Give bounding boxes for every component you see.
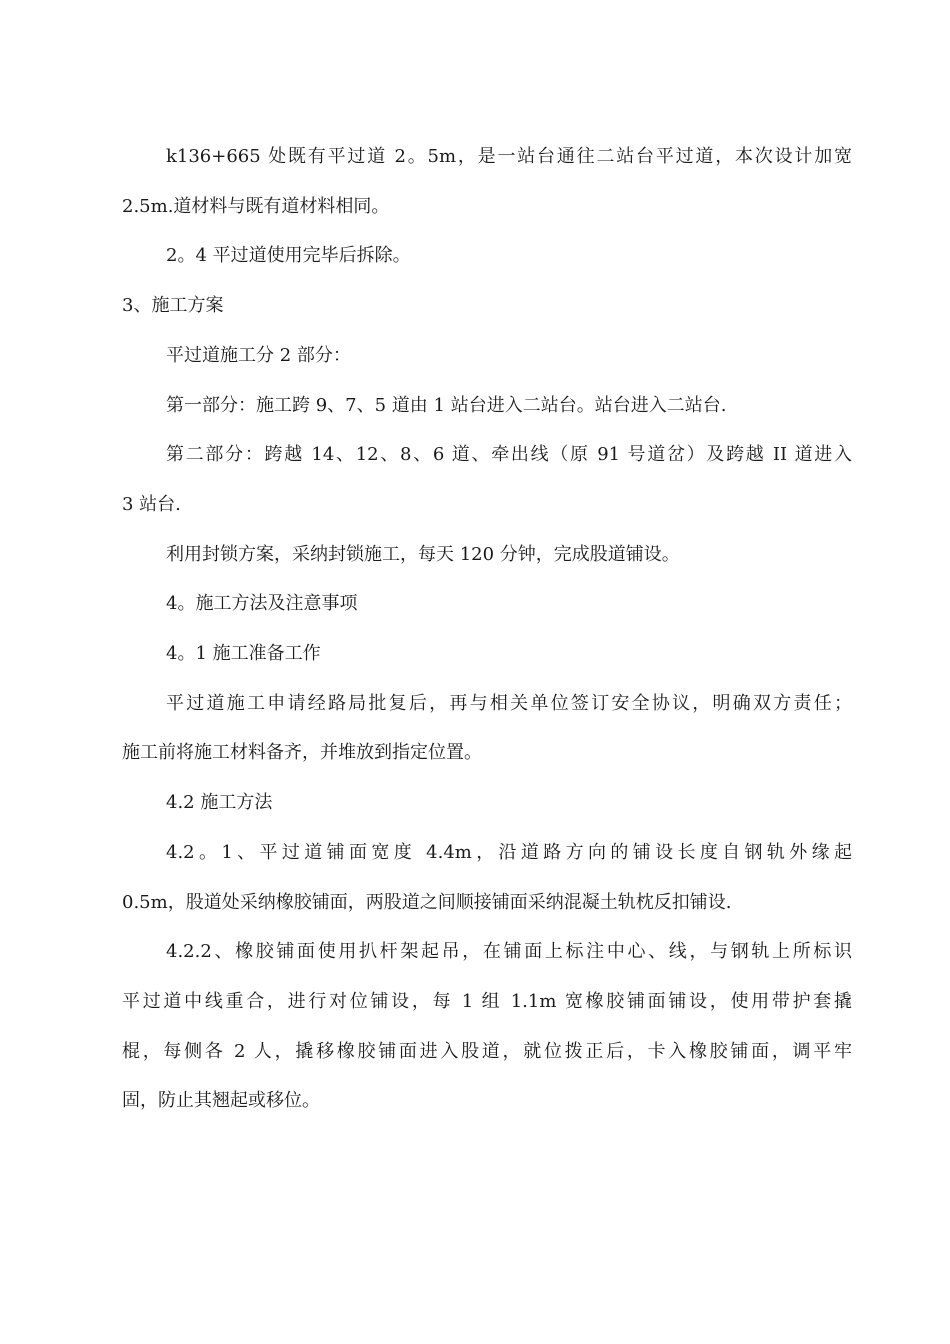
paragraph-line-5: 平过道施工分 2 部分： bbox=[166, 345, 351, 366]
paragraph-line-2: 2.5m.道材料与既有道材料相同。 bbox=[122, 196, 390, 217]
paragraph-line-18: 平过道中线重合，进行对位铺设，每 1 组 1.1m 宽橡胶铺面铺设，使用带护套撬 bbox=[122, 991, 852, 1012]
paragraph-line-8: 3 站台. bbox=[122, 494, 181, 515]
paragraph-line-6: 第一部分：施工跨 9、7、5 道由 1 站台进入二站台。站台进入二站台. bbox=[166, 395, 727, 416]
subsection-heading-4-1: 4。1 施工准备工作 bbox=[166, 643, 321, 664]
paragraph-line-19: 棍，每侧各 2 人，撬移橡胶铺面进入股道，就位拨正后，卡入橡胶铺面，调平牢 bbox=[122, 1041, 852, 1062]
paragraph-line-9: 利用封锁方案，采纳封锁施工，每天 120 分钟，完成股道铺设。 bbox=[166, 544, 680, 565]
paragraph-line-3: 2。4 平过道使用完毕后拆除。 bbox=[166, 245, 411, 266]
section-heading-3: 3、施工方案 bbox=[122, 295, 224, 316]
paragraph-line-16: 0.5m，股道处采纳橡胶铺面，两股道之间顺接铺面采纳混凝土轨枕反扣铺设. bbox=[122, 892, 732, 913]
paragraph-line-12: 平过道施工申请经路局批复后，再与相关单位签订安全协议，明确双方责任； bbox=[166, 693, 852, 714]
paragraph-line-1: k136+665 处既有平过道 2。5m，是一站台通往二站台平过道，本次设计加宽 bbox=[166, 146, 852, 167]
paragraph-line-20: 固，防止其翘起或移位。 bbox=[122, 1090, 320, 1111]
paragraph-line-13: 施工前将施工材料备齐，并堆放到指定位置。 bbox=[122, 742, 482, 763]
paragraph-line-7: 第二部分：跨越 14、12、8、6 道、牵出线（原 91 号道岔）及跨越 II 道进入 bbox=[166, 444, 852, 465]
section-heading-4: 4。施工方法及注意事项 bbox=[166, 593, 358, 614]
paragraph-line-15: 4.2。1、平过道铺面宽度 4.4m，沿道路方向的铺设长度自钢轨外缘起 bbox=[166, 842, 852, 863]
paragraph-line-17: 4.2.2、橡胶铺面使用扒杆架起吊，在铺面上标注中心、线，与钢轨上所标识 bbox=[166, 941, 852, 962]
subsection-heading-4-2: 4.2 施工方法 bbox=[166, 792, 273, 813]
